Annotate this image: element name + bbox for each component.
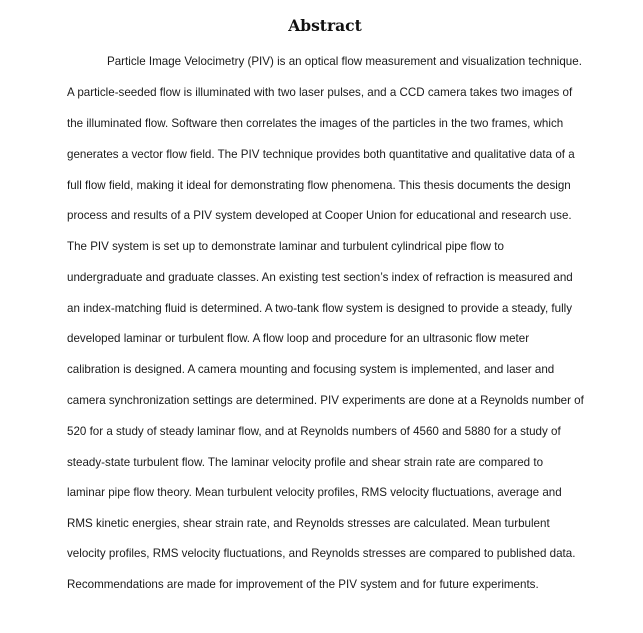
abstract-line: process and results of a PIV system developed at Cooper Union for educational and research use. <box>67 209 572 222</box>
abstract-line: RMS kinetic energies, shear strain rate, and Reynolds stresses are calculated. Mean turbulent <box>67 517 550 530</box>
abstract-line: developed laminar or turbulent flow. A flow loop and procedure for an ultrasonic flow meter <box>67 332 530 345</box>
abstract-line: Recommendations are made for improvement of the PIV system and for future experiments. <box>67 578 539 591</box>
abstract-line: laminar pipe flow theory. Mean turbulent velocity profiles, RMS velocity fluctuations, average and <box>67 486 562 499</box>
abstract-line: the illuminated flow. Software then correlates the images of the particles in the two frames, which <box>67 117 564 130</box>
abstract-line: A particle-seeded flow is illuminated with two laser pulses, and a CCD camera takes two images of <box>67 86 573 99</box>
abstract-line: camera synchronization settings are determined. PIV experiments are done at a Reynolds number of <box>67 394 584 407</box>
abstract-line: velocity profiles, RMS velocity fluctuations, and Reynolds stresses are compared to published data. <box>67 547 576 560</box>
abstract-line: undergraduate and graduate classes. An existing test section’s index of refraction is measured and <box>67 271 573 284</box>
abstract-line: calibration is designed. A camera mounting and focusing system is implemented, and laser and <box>67 363 555 376</box>
abstract-line: The PIV system is set up to demonstrate laminar and turbulent cylindrical pipe flow to <box>67 240 504 253</box>
abstract-line: an index-matching fluid is determined. A two-tank flow system is designed to provide a steady, fully <box>67 302 573 315</box>
abstract-line: 520 for a study of steady laminar flow, and at Reynolds numbers of 4560 and 5880 for a study of <box>67 425 561 438</box>
abstract-line: full flow field, making it ideal for demonstrating flow phenomena. This thesis documents the design <box>67 179 571 192</box>
abstract-line: steady-state turbulent flow. The laminar velocity profile and shear strain rate are compared to <box>67 456 544 469</box>
abstract-line: Particle Image Velocimetry (PIV) is an optical flow measurement and visualization technique. <box>107 55 582 68</box>
abstract-title: Abstract <box>288 16 362 35</box>
abstract-line: generates a vector flow field. The PIV technique provides both quantitative and qualitative data of a <box>67 148 575 161</box>
